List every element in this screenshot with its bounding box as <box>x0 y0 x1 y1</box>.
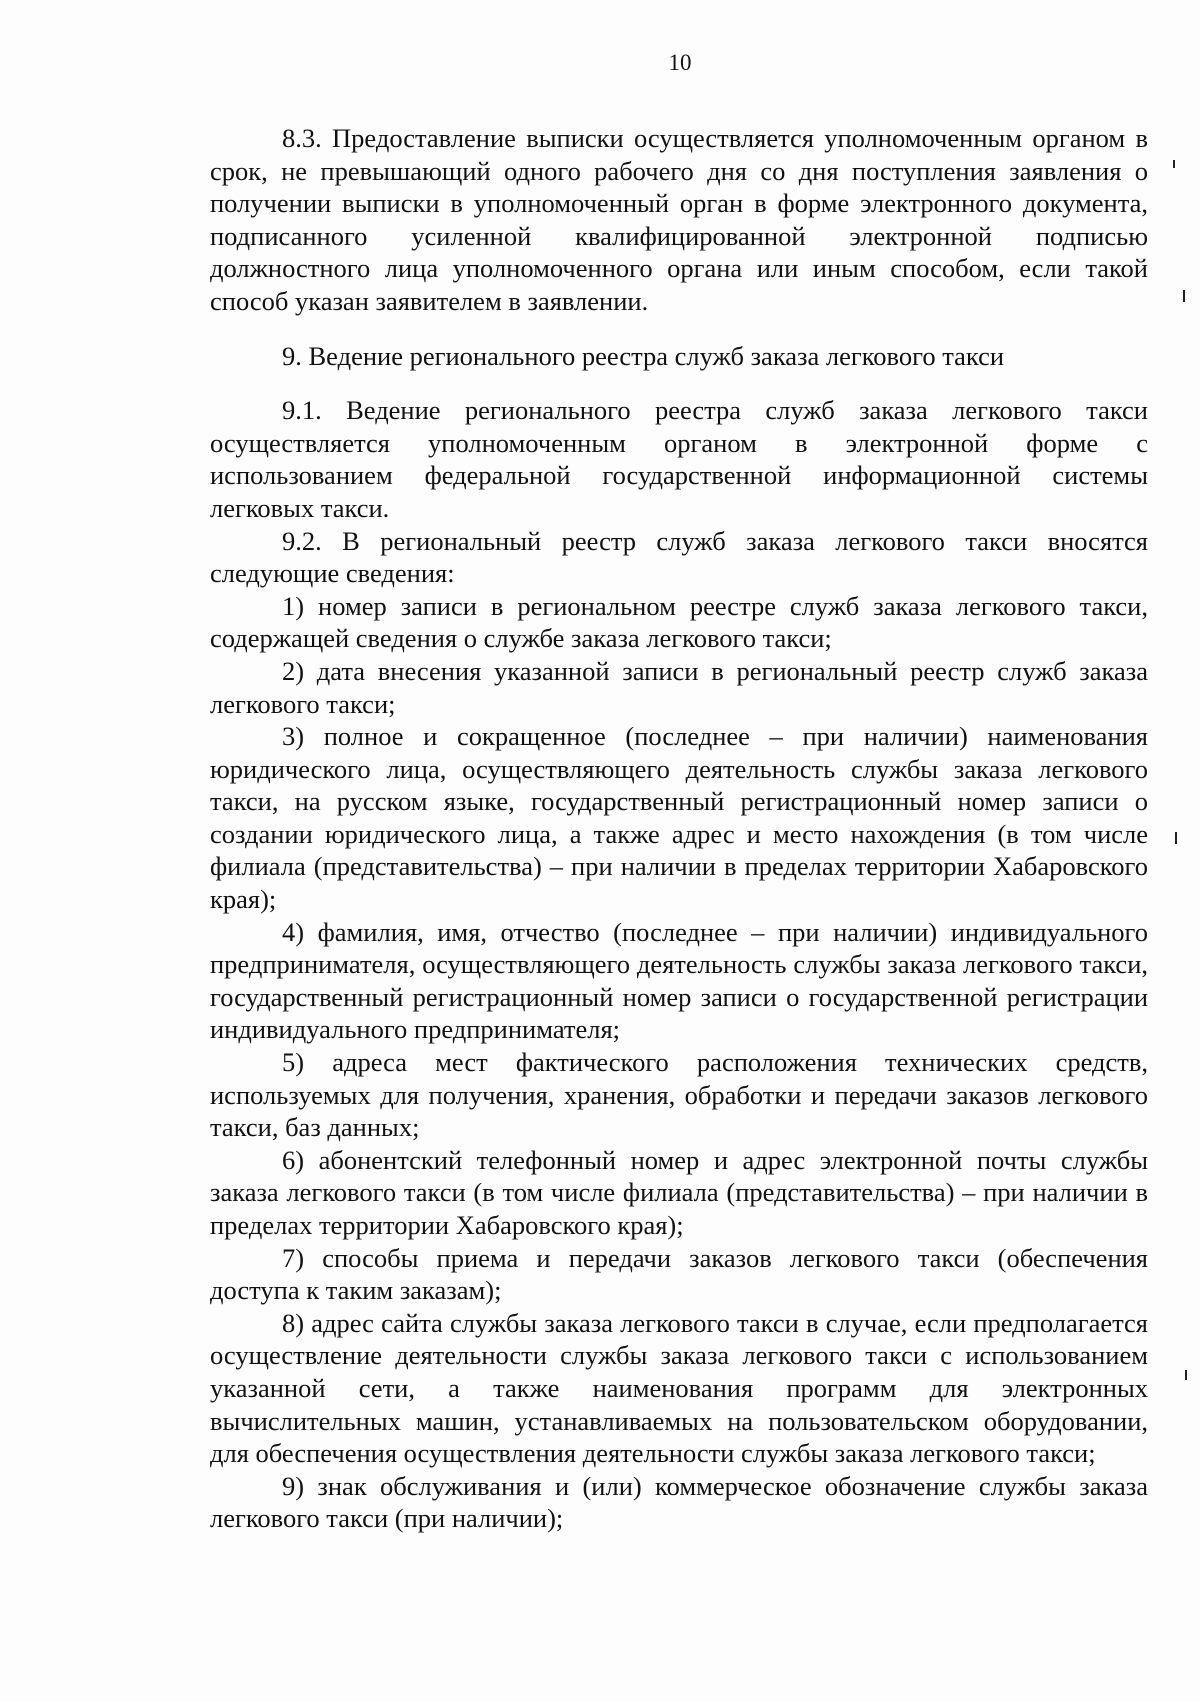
list-item-9: 9) знак обслуживания и (или) коммерческое обозначение службы заказа легкового такси (при наличии); <box>210 1470 1148 1534</box>
paragraph-9-1: 9.1. Ведение регионального реестра служб заказа легкового такси осуществляется уполномоченным органом в электронной форме с использованием федеральной государственной информационной системы легковых такси. <box>210 395 1148 523</box>
list-item-8: 8) адрес сайта службы заказа легкового такси в случае, если предполагается осуществление деятельности службы заказа легкового такси с использованием указанной сети, а также наименования программ для электронных вычислительных машин, устанавливаемых на пользовательском оборудовании, для обеспечения осуществления деятельности службы заказа легкового такси; <box>210 1307 1148 1469</box>
scan-mark <box>1173 160 1175 168</box>
list-item-4: 4) фамилия, имя, отчество (последнее – при наличии) индивидуального предпринимателя, осуществляющего деятельность службы заказа легкового такси, государственный регистрационный номер записи о государственной регистрации индивидуального предпринимателя; <box>210 916 1148 1045</box>
list-item-1: 1) номер записи в региональном реестре служб заказа легкового такси, содержащей сведения о службе заказа легкового такси; <box>210 590 1148 654</box>
paragraph-9-2: 9.2. В региональный реестр служб заказа легкового такси вносятся следующие сведения: <box>210 525 1148 589</box>
scan-mark <box>1183 290 1185 302</box>
paragraph-8-3: 8.3. Предоставление выписки осуществляется уполномоченным органом в срок, не превышающий одного рабочего дня со дня поступления заявления о получении выписки в уполномоченный орган в форме электронного документа, подписанного усиленной квалифицированной электронной подписью должностного лица уполномоченного органа или иным способом, если такой способ указан заявителем в заявлении. <box>210 123 1148 316</box>
section-heading-9: 9. Ведение регионального реестра служб заказа легкового такси <box>282 340 1005 371</box>
document-body <box>210 122 1148 1535</box>
page-number: 10 <box>668 50 692 75</box>
list-item-7: 7) способы приема и передачи заказов легкового такси (обеспечения доступа к таким заказам); <box>210 1242 1148 1306</box>
list-item-2: 2) дата внесения указанной записи в региональный реестр служб заказа легкового такси; <box>210 655 1148 719</box>
scan-mark <box>1175 832 1177 844</box>
list-item-5: 5) адреса мест фактического расположения технических средств, используемых для получения, хранения, обработки и передачи заказов легкового такси, баз данных; <box>210 1047 1148 1143</box>
list-item-6: 6) абонентский телефонный номер и адрес электронной почты службы заказа легкового такси (в том числе филиала (представительства) – при наличии в пределах территории Хабаровского края); <box>210 1144 1148 1240</box>
list-item-3: 3) полное и сокращенное (последнее – при наличии) наименования юридического лица, осуществляющего деятельность службы заказа легкового такси, на русском языке, государственный регистрационный номер записи о создании юридического лица, а также адрес и место нахождения (в том числе филиала (представительства) – при наличии в пределах территории Хабаровского края); <box>210 721 1148 915</box>
scan-mark <box>1185 1370 1187 1380</box>
